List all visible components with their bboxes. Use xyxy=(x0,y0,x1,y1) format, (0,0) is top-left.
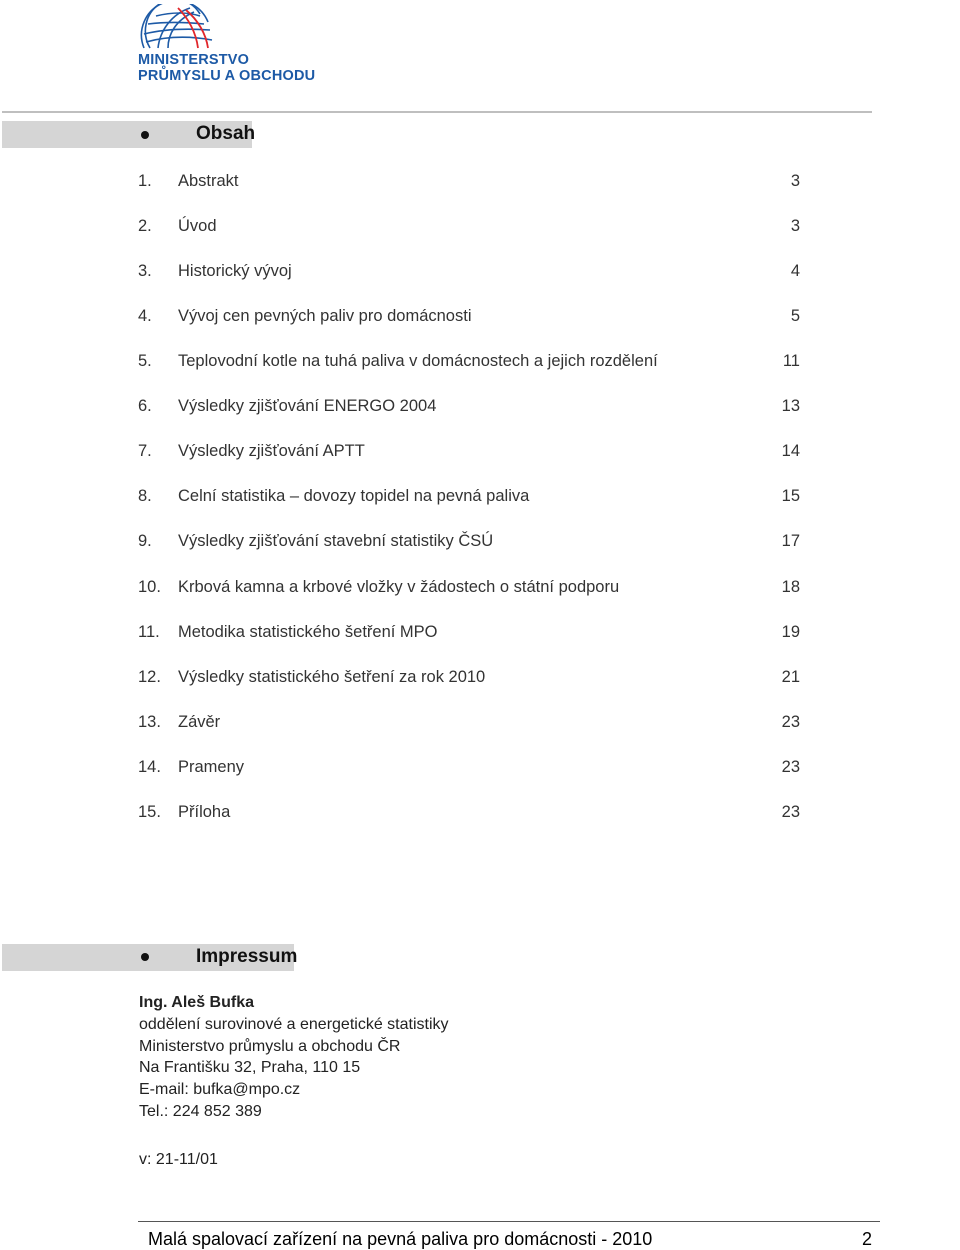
toc-item[interactable] xyxy=(138,578,800,602)
header-rule xyxy=(2,111,872,113)
impressum-heading: Impressum xyxy=(196,946,298,967)
toc-item[interactable] xyxy=(138,623,800,647)
footer-rule xyxy=(138,1221,880,1222)
toc-item-title: Celní statistika – dovozy topidel na pevná paliva xyxy=(178,487,530,505)
toc-item[interactable] xyxy=(138,532,800,556)
toc-item-page: 21 xyxy=(781,668,800,686)
toc-item-number: 4. xyxy=(138,307,152,325)
toc-item-title: Úvod xyxy=(178,217,217,235)
globe-logo-icon xyxy=(138,4,218,52)
toc-item-number: 5. xyxy=(138,352,152,370)
toc-item[interactable] xyxy=(138,262,800,286)
toc-item[interactable] xyxy=(138,668,800,692)
author-name: Ing. Aleš Bufka xyxy=(139,994,254,1011)
author-department: oddělení surovinové a energetické statistiky xyxy=(139,1016,449,1033)
toc-item-page: 3 xyxy=(790,172,800,190)
toc-item-number: 8. xyxy=(138,487,152,505)
toc-item-title: Výsledky statistického šetření za rok 2010 xyxy=(178,668,486,686)
toc-item-title: Prameny xyxy=(178,758,245,776)
toc-item-number: 2. xyxy=(138,217,152,235)
footer-page-number: 2 xyxy=(862,1229,873,1249)
toc-item[interactable] xyxy=(138,442,800,466)
toc-item-number: 6. xyxy=(138,397,152,415)
contents-heading: Obsah xyxy=(196,123,256,144)
toc-item-number: 15. xyxy=(138,803,161,821)
toc-item[interactable] xyxy=(138,713,800,737)
ministry-logo xyxy=(138,4,316,86)
toc-item-number: 7. xyxy=(138,442,152,460)
toc-item[interactable] xyxy=(138,803,800,827)
toc-item-page: 11 xyxy=(782,352,800,370)
impressum-bullet xyxy=(141,953,149,961)
toc-item-page: 14 xyxy=(781,442,800,460)
author-ministry: Ministerstvo průmyslu a obchodu ČR xyxy=(139,1038,401,1055)
toc-item-page: 4 xyxy=(790,262,800,280)
toc-item-title: Metodika statistického šetření MPO xyxy=(178,623,438,641)
toc-item-title: Příloha xyxy=(178,803,231,821)
toc-item[interactable] xyxy=(138,352,800,376)
toc-item-title: Závěr xyxy=(178,713,221,731)
toc-item-number: 11. xyxy=(138,623,160,641)
toc-item[interactable] xyxy=(138,487,800,511)
toc-item-number: 1. xyxy=(138,172,152,190)
toc-item-number: 10. xyxy=(138,578,161,596)
toc-item-page: 17 xyxy=(781,532,800,550)
logo-text-line2: PRŮMYSLU A OBCHODU xyxy=(138,68,316,84)
toc-item-title: Teplovodní kotle na tuhá paliva v domácnostech a jejich rozdělení xyxy=(178,352,658,370)
toc-item[interactable] xyxy=(138,217,800,241)
logo-text-line1: MINISTERSTVO xyxy=(138,52,250,68)
toc-item[interactable] xyxy=(138,307,800,331)
toc-item-page: 23 xyxy=(781,803,800,821)
version-label: v: 21-11/01 xyxy=(139,1151,218,1168)
toc-item-page: 19 xyxy=(781,623,800,641)
footer-title: Malá spalovací zařízení na pevná paliva pro domácnosti - 2010 xyxy=(148,1229,653,1249)
toc-item-page: 13 xyxy=(781,397,800,415)
toc-item[interactable] xyxy=(138,397,800,421)
toc-item-title: Výsledky zjišťování stavební statistiky ČSÚ xyxy=(178,532,494,550)
toc-item-number: 12. xyxy=(138,668,161,686)
toc-item-page: 3 xyxy=(790,217,800,235)
toc-item-title: Vývoj cen pevných paliv pro domácnosti xyxy=(178,307,472,325)
author-address: Na Františku 32, Praha, 110 15 xyxy=(139,1059,361,1076)
toc-item-title: Abstrakt xyxy=(178,172,239,190)
toc-item-title: Výsledky zjišťování APTT xyxy=(178,442,365,460)
toc-item-title: Historický vývoj xyxy=(178,262,292,280)
toc-item-title: Krbová kamna a krbové vložky v žádostech o státní podporu xyxy=(178,578,620,596)
toc-item[interactable] xyxy=(138,172,800,196)
author-phone: Tel.: 224 852 389 xyxy=(139,1103,262,1120)
toc-item[interactable] xyxy=(138,758,800,782)
toc-item-page: 5 xyxy=(790,307,800,325)
toc-item-number: 3. xyxy=(138,262,152,280)
toc-item-page: 18 xyxy=(781,578,800,596)
toc-item-title: Výsledky zjišťování ENERGO 2004 xyxy=(178,397,437,415)
toc-item-page: 15 xyxy=(781,487,800,505)
toc-item-page: 23 xyxy=(781,713,800,731)
toc-item-number: 14. xyxy=(138,758,161,776)
contents-bullet xyxy=(141,131,149,139)
toc-item-page: 23 xyxy=(781,758,800,776)
toc-item-number: 13. xyxy=(138,713,161,731)
author-email[interactable]: E-mail: bufka@mpo.cz xyxy=(139,1081,301,1098)
toc-item-number: 9. xyxy=(138,532,152,550)
